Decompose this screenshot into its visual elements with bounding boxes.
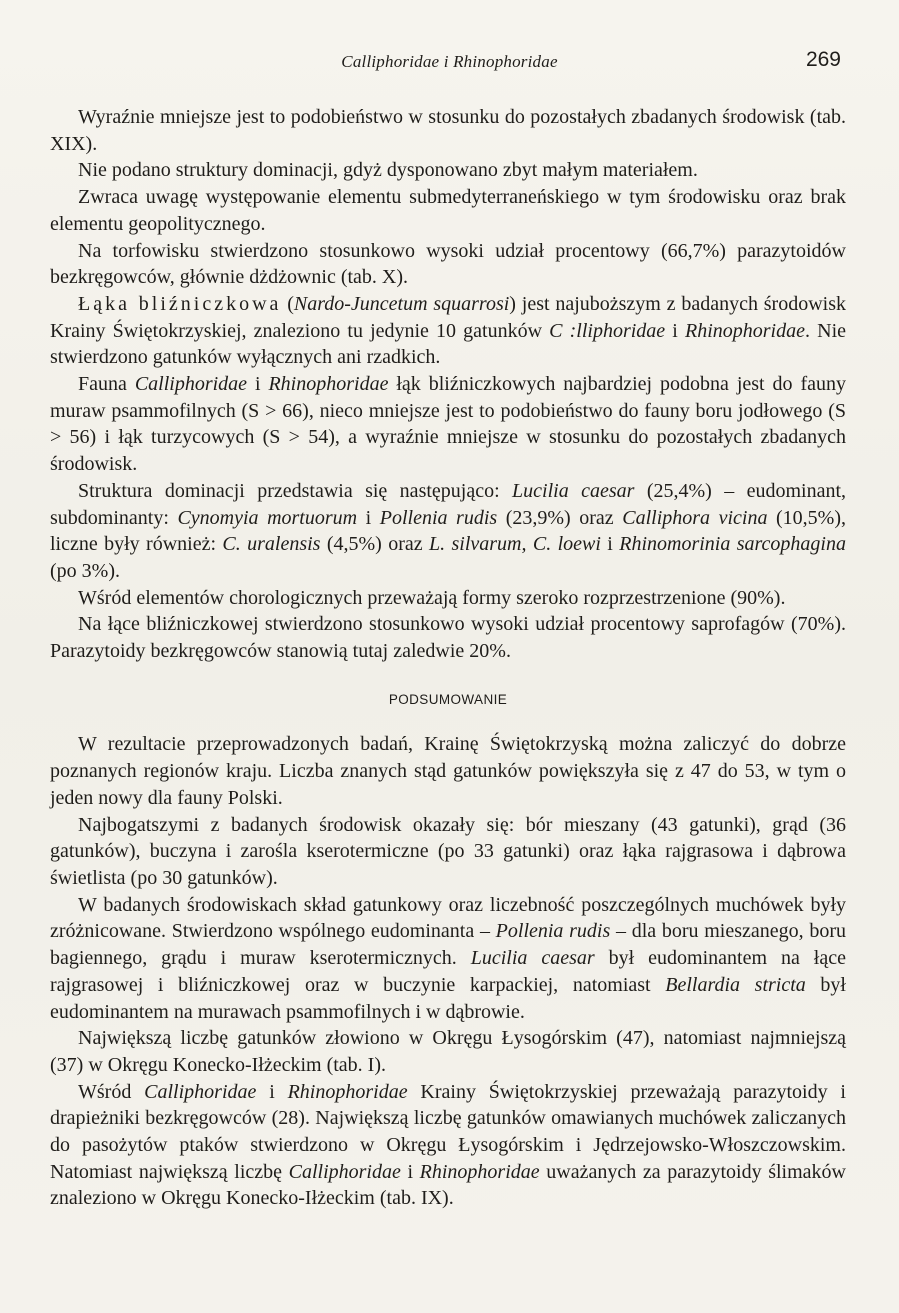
italic-text-run: Rhinomorinia sarcophagina xyxy=(619,533,846,556)
paragraph xyxy=(50,1025,846,1078)
italic-text-run: Calliphoridae xyxy=(134,373,248,396)
italic-text-run: Pollenia rudis xyxy=(495,920,611,943)
text-run: i xyxy=(400,1160,420,1183)
text-run: W badanych środowiskach skład gatunkowy oraz liczebność poszczególnych muchówek były zróżnicowane. Stwierdzono wspólnego eudominanta – xyxy=(50,893,846,943)
text-run: Struktura dominacji przedstawia się następująco: xyxy=(78,479,513,502)
italic-text-run: C :lliphoridae xyxy=(549,319,666,342)
paragraph xyxy=(50,731,846,811)
italic-text-run: Nardo-Juncetum squarrosi xyxy=(293,292,510,315)
text-run: Krainy Świętokrzyskiej przeważają parazytoidy i drapieżniki bezkręgowców (28). Największą liczbę gatunków omawianych muchówek zaliczanych do pasożytów ptaków stwierdzono w Okręgu Łysogórskim i Jędrzejowsko-Włoszczowskim. Natomiast największą liczbę xyxy=(50,1080,846,1183)
spaced-text-run: Łąka bliźniczkowa xyxy=(78,292,282,315)
italic-text-run: Pollenia rudis xyxy=(379,506,498,529)
text-run: uważanych za parazytoidy ślimaków znaleziono w Okręgu Konecko-Iłżeckim (tab. IX). xyxy=(50,1160,846,1210)
paragraph xyxy=(50,478,846,585)
text-run: Na torfowisku stwierdzono stosunkowo wysoki udział procentowy (66,7%) parazytoidów bezkręgowców, głównie dżdżownic (tab. X). xyxy=(50,239,846,289)
page-number: 269 xyxy=(805,48,841,71)
italic-text-run: Lucilia caesar xyxy=(470,947,595,970)
italic-text-run: Rhinophoridae xyxy=(287,1080,408,1103)
text-run: (4,5%) oraz xyxy=(320,533,429,556)
italic-text-run: Calliphoridae xyxy=(144,1080,257,1103)
text-run: (23,9%) oraz xyxy=(497,506,623,529)
paragraph xyxy=(50,291,846,371)
paragraph xyxy=(50,371,846,478)
running-header xyxy=(0,48,899,72)
summary-section xyxy=(50,731,846,1212)
paragraph xyxy=(50,184,846,237)
paragraph xyxy=(50,585,846,612)
text-run: (25,4%) – eudominant, subdominanty: xyxy=(50,479,847,529)
text-run: i xyxy=(256,1080,288,1103)
italic-text-run: Rhinophoridae xyxy=(419,1160,540,1183)
text-run: łąk bliźniczkowych najbardziej podobna jest do fauny muraw psammofilnych (S > 66), nieco mniejsze jest to podobieństwo do fauny boru jodłowego (S > 56) i łąk turzycowych (S > 54), a wyraźnie mniejsze w stosunku do pozostałych zbadanych środowisk. xyxy=(50,373,846,476)
italic-text-run: Rhinophoridae xyxy=(268,373,389,396)
paragraph xyxy=(50,1079,846,1213)
text-run: (10,5%), liczne były również: xyxy=(50,506,846,556)
text-run: Na łące bliźniczkowej stwierdzono stosunkowo wysoki udział procentowy saprofagów (70%). Parazytoidy bezkręgowców stanowią tutaj zaledwie 20%. xyxy=(50,613,846,663)
text-run: Wśród elementów chorologicznych przeważają formy szeroko rozprzestrzenione (90%). xyxy=(78,586,786,609)
text-run: i xyxy=(665,319,685,342)
paragraph xyxy=(50,892,846,1026)
text-run: . Nie stwierdzono gatunków wyłącznych ani rzadkich. xyxy=(50,319,846,369)
text-run: Zwraca uwagę występowanie elementu submedyterraneńskiego w tym środowisku oraz brak elementu geopolitycznego. xyxy=(50,186,846,235)
body-text xyxy=(50,104,846,1212)
italic-text-run: Lucilia caesar xyxy=(512,479,635,502)
text-run: był eudominantem na murawach psammofilnych i w dąbrowie. xyxy=(50,973,846,1023)
italic-text-run: Bellardia stricta xyxy=(665,973,806,996)
paragraph xyxy=(50,157,846,184)
paragraph xyxy=(50,238,846,291)
text-run: i xyxy=(357,506,380,529)
text-run: ( xyxy=(281,292,294,315)
italic-text-run: Calliphoridae xyxy=(288,1160,401,1183)
text-run: Wśród xyxy=(78,1080,145,1103)
text-run: Nie podano struktury dominacji, gdyż dysponowano zbyt małym materiałem. xyxy=(78,159,698,182)
text-run: i xyxy=(247,373,269,396)
text-run: Fauna xyxy=(78,373,135,396)
text-run: – dla boru mieszanego, boru bagiennego, grądu i muraw kserotermicznych. xyxy=(50,920,846,970)
text-run: Największą liczbę gatunków złowiono w Okręgu Łysogórskim (47), natomiast najmniejszą (37) w Okręgu Konecko-Iłżeckim (tab. I). xyxy=(50,1027,846,1076)
text-run: i xyxy=(600,533,620,556)
text-run: był eudominantem na łące rajgrasowej i bliźniczkowej oraz w buczynie karpackiej, natomiast xyxy=(50,947,846,996)
text-run: Najbogatszymi z badanych środowisk okazały się: bór mieszany (43 gatunki), grąd (36 gatunków), buczyna i zarośla kserotermiczne (po 33 gatunki) oraz łąka rajgrasowa i dąbrowa świetlista (po 30 gatunków). xyxy=(50,813,846,889)
paragraph xyxy=(50,104,846,157)
italic-text-run: Cynomyia mortuorum xyxy=(177,506,358,529)
text-run: ) jest najuboższym z badanych środowisk Krainy Świętokrzyskiej, znaleziono tu jedynie 10 gatunków xyxy=(50,292,846,342)
text-run: (po 3%). xyxy=(50,559,120,582)
section-heading: PODSUMOWANIE xyxy=(388,691,508,707)
paragraph xyxy=(50,812,846,892)
italic-text-run: C. uralensis xyxy=(222,533,321,556)
italic-text-run: L. silvarum, C. loewi xyxy=(429,533,601,556)
text-run: Wyraźnie mniejsze jest to podobieństwo w stosunku do pozostałych zbadanych środowisk (tab. XIX). xyxy=(50,106,846,155)
results-section xyxy=(50,104,846,665)
italic-text-run: Calliphora vicina xyxy=(622,506,768,529)
paragraph xyxy=(50,611,846,664)
running-title: Calliphoridae i Rhinophoridae xyxy=(341,52,558,71)
italic-text-run: Rhinophoridae xyxy=(685,319,805,342)
text-run: W rezultacie przeprowadzonych badań, Krainę Świętokrzyską można zaliczyć do dobrze poznanych regionów kraju. Liczba znanych stąd gatunków powiększyła się z 47 do 53, w tym o jeden nowy dla fauny Polski. xyxy=(50,733,846,809)
